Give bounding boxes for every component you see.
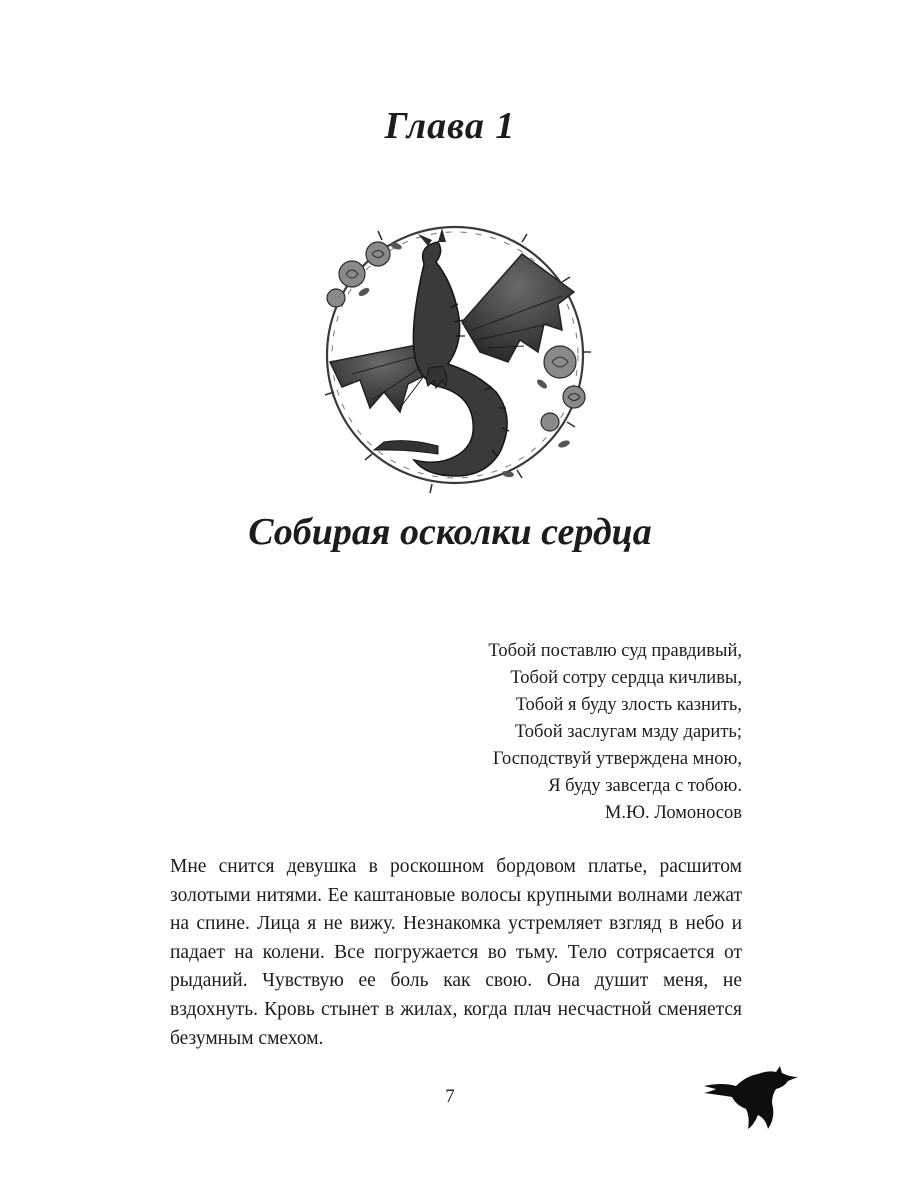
body-paragraph: Мне снится девушка в роскошном бордовом платье, расшитом золотыми нитями. Ее каштановые волосы крупными волнами лежат на спине. Лица я не вижу. Незнакомка устремляет взгляд в небо и падает на колени. Все погружается во тьму. Тело сотрясается от рыданий. Чувствую ее боль как свою. Она душит меня, не вздохнуть. Кровь стынет в жилах, когда плач несчастной сменяется безумным смехом. bbox=[170, 856, 742, 1049]
epigraph-author: М.Ю. Ломоносов bbox=[604, 803, 742, 823]
chapter-subtitle: Собирая осколки сердца bbox=[248, 511, 652, 553]
dragon-rose-wreath-icon bbox=[312, 212, 598, 498]
epigraph-line: Тобой сотру сердца кичливы, bbox=[510, 668, 742, 688]
epigraph-line: Господствуй утверждена мною, bbox=[492, 749, 742, 769]
epigraph-line: Тобой заслугам мзду дарить; bbox=[514, 722, 742, 742]
epigraph-line: Тобой я буду злость казнить, bbox=[515, 695, 742, 715]
page-number: 7 bbox=[445, 1086, 455, 1107]
chapter-title: Глава 1 bbox=[384, 105, 516, 147]
epigraph-line: Тобой поставлю суд правдивый, bbox=[488, 641, 742, 661]
epigraph bbox=[342, 638, 742, 827]
dragon-silhouette-icon bbox=[700, 1062, 800, 1136]
epigraph-line: Я буду завсегда с тобою. bbox=[548, 776, 742, 796]
